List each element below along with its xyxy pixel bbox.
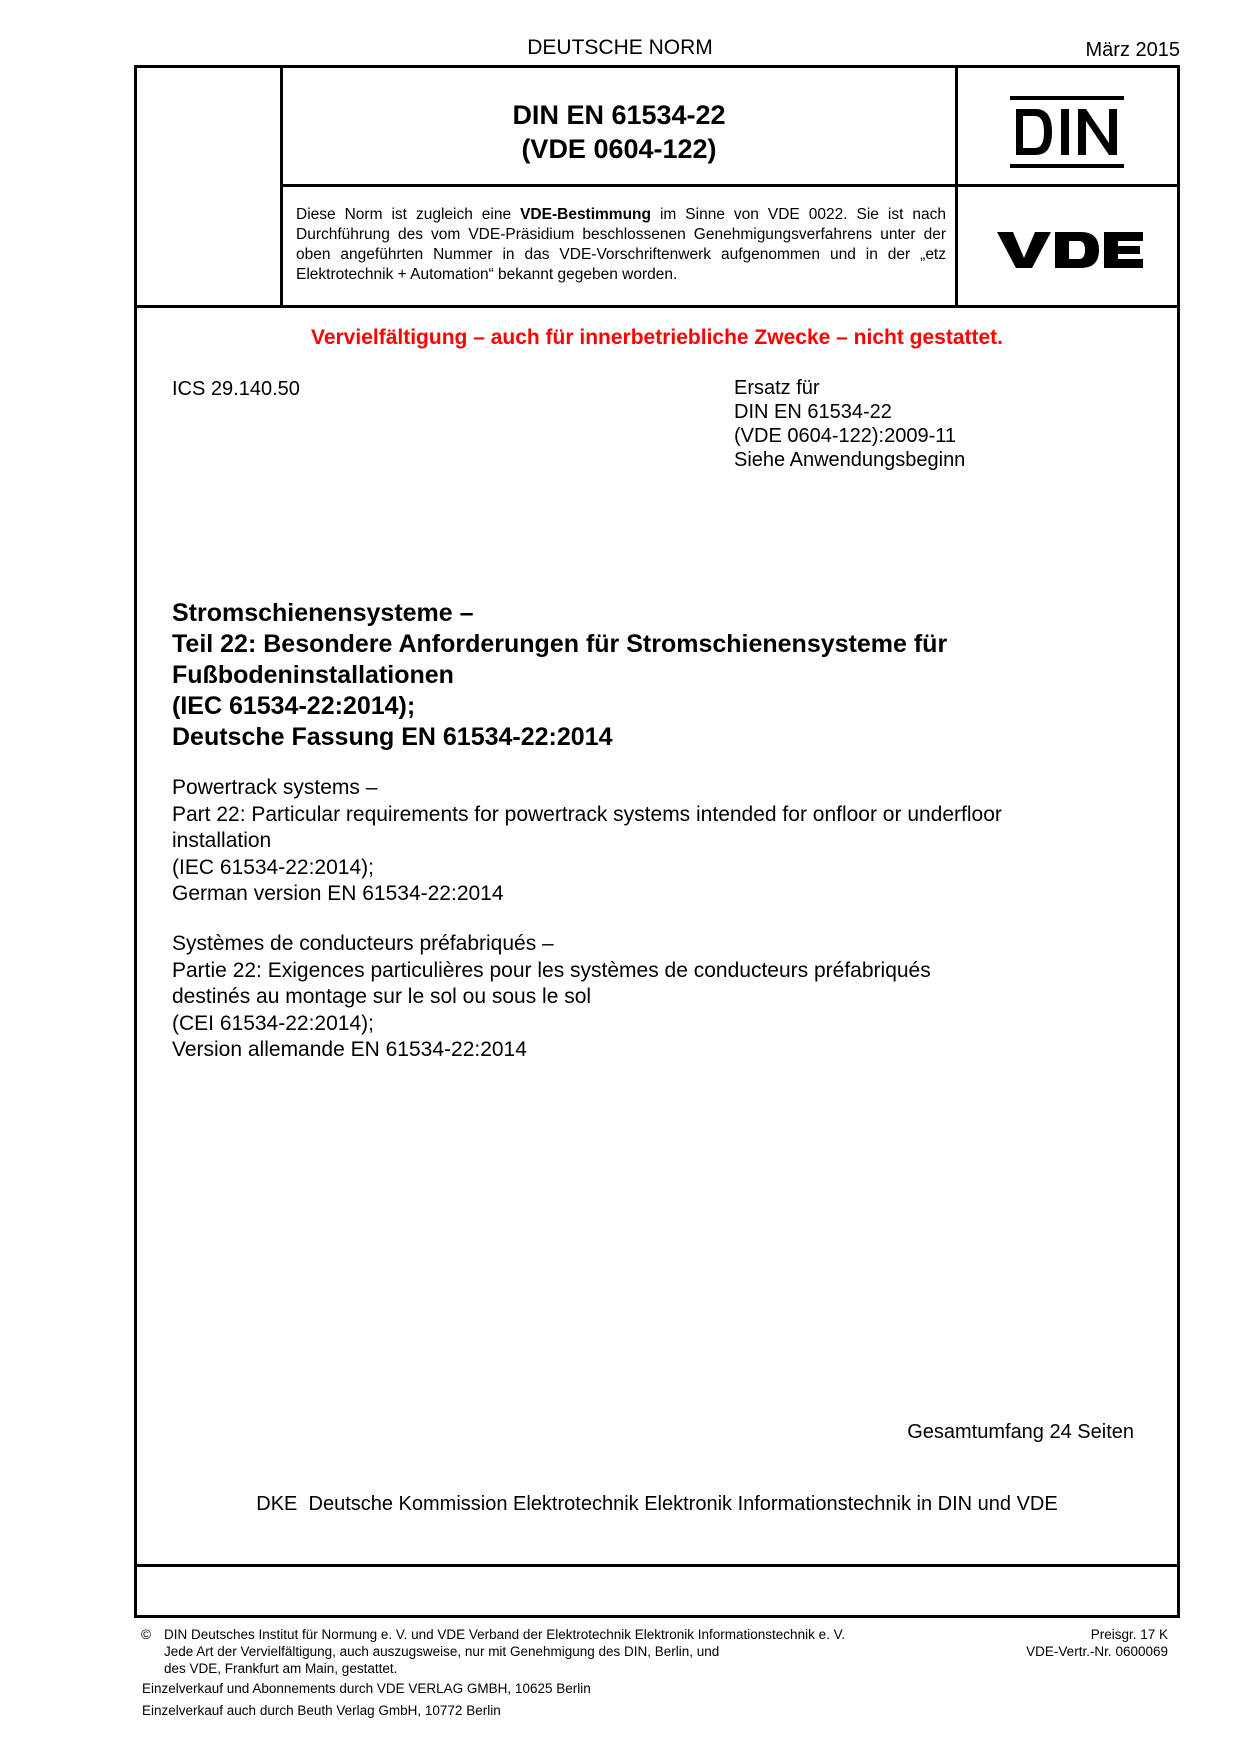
standard-number: [284, 98, 954, 166]
title-german-line: (IEC 61534-22:2014);: [172, 692, 416, 720]
vde-notice-bold: VDE-Bestimmung: [520, 206, 651, 223]
replaces-line: (VDE 0604-122):2009-11: [734, 425, 956, 447]
title-french: [172, 931, 1132, 1064]
sales-info-beuth: Einzelverkauf auch durch Beuth Verlag GmbH, 10772 Berlin: [142, 1703, 501, 1718]
ics-code: ICS 29.140.50: [172, 378, 300, 400]
title-english-line: Powertrack systems –: [172, 776, 378, 799]
publication-date: März 2015: [1085, 39, 1180, 61]
vde-notice-part2: im Sinne von VDE 0022. Sie ist nach Durchführung des vom VDE-Präsidium beschlossenen Genehmigungsverfahrens unter der oben angeführten Nummer in das VDE-Vorschriftenwerk aufgenommen und in der „etz Elektrotechnik + Automation“ bekannt gegeben worden.: [296, 206, 946, 283]
title-french-line: Partie 22: Exigences particulières pour les systèmes de conducteurs préfabriqués: [172, 958, 931, 982]
price-group: Preisgr. 17 K: [1090, 1627, 1168, 1642]
title-english-line: German version EN 61534-22:2014: [172, 882, 504, 905]
copyright-line: DIN Deutsches Institut für Normung e. V. und VDE Verband der Elektrotechnik Elektronik Informationstechnik e. V.: [164, 1627, 846, 1642]
title-german: [172, 598, 1132, 753]
dke-committee: DKE Deutsche Kommission Elektrotechnik Elektronik Informationstechnik in DIN und VDE: [256, 1493, 1058, 1515]
title-german-line: Stromschienensysteme –: [172, 599, 474, 627]
din-logo: [1010, 96, 1124, 168]
title-german-line: Fußbodeninstallationen: [172, 661, 454, 689]
replaces-block: [734, 376, 965, 472]
title-english-line: (IEC 61534-22:2014);: [172, 855, 374, 879]
title-french-line: Version allemande EN 61534-22:2014: [172, 1038, 527, 1061]
title-english-line: installation: [172, 829, 272, 852]
title-german-line: Teil 22: Besondere Anforderungen für Stromschienensysteme für: [172, 630, 948, 658]
copyright-notice: [164, 1626, 924, 1677]
copyright-symbol: ©: [141, 1627, 151, 1642]
title-english: [172, 775, 1132, 908]
footer-divider: [137, 1564, 1177, 1567]
standard-number-line1: DIN EN 61534-22: [512, 100, 726, 130]
vde-notice: [296, 205, 946, 285]
title-french-line: Systèmes de conducteurs préfabriqués –: [172, 932, 554, 955]
vde-distribution-number: VDE-Vertr.-Nr. 0600069: [1026, 1644, 1168, 1659]
header-row-divider: [280, 184, 1180, 187]
title-french-line: (CEI 61534-22:2014);: [172, 1011, 374, 1035]
replaces-line: DIN EN 61534-22: [734, 401, 892, 423]
title-english-line: Part 22: Particular requirements for powertrack systems intended for onfloor or underfloor: [172, 802, 1002, 826]
replaces-line: Ersatz für: [734, 377, 820, 399]
vde-notice-part1: Diese Norm ist zugleich eine: [296, 206, 521, 223]
document-type: DEUTSCHE NORM: [527, 36, 713, 59]
title-french-line: destinés au montage sur le sol ou sous le sol: [172, 985, 592, 1008]
header-bottom-divider: [137, 305, 1177, 308]
reproduction-warning: Vervielfältigung – auch für innerbetriebliche Zwecke – nicht gestattet.: [310, 326, 1003, 349]
vde-logo: [995, 226, 1145, 272]
standard-number-line2: (VDE 0604-122): [521, 134, 717, 164]
copyright-line: Jede Art der Vervielfältigung, auch auszugsweise, nur mit Genehmigung des DIN, Berlin, und: [164, 1644, 720, 1659]
replaces-line: Siehe Anwendungsbeginn: [734, 449, 966, 471]
title-german-line: Deutsche Fassung EN 61534-22:2014: [172, 723, 613, 751]
total-pages: Gesamtumfang 24 Seiten: [907, 1421, 1134, 1443]
sales-info-vde: Einzelverkauf und Abonnements durch VDE VERLAG GMBH, 10625 Berlin: [142, 1681, 591, 1696]
copyright-line: des VDE, Frankfurt am Main, gestattet.: [164, 1661, 398, 1676]
price-block: [1026, 1626, 1168, 1660]
